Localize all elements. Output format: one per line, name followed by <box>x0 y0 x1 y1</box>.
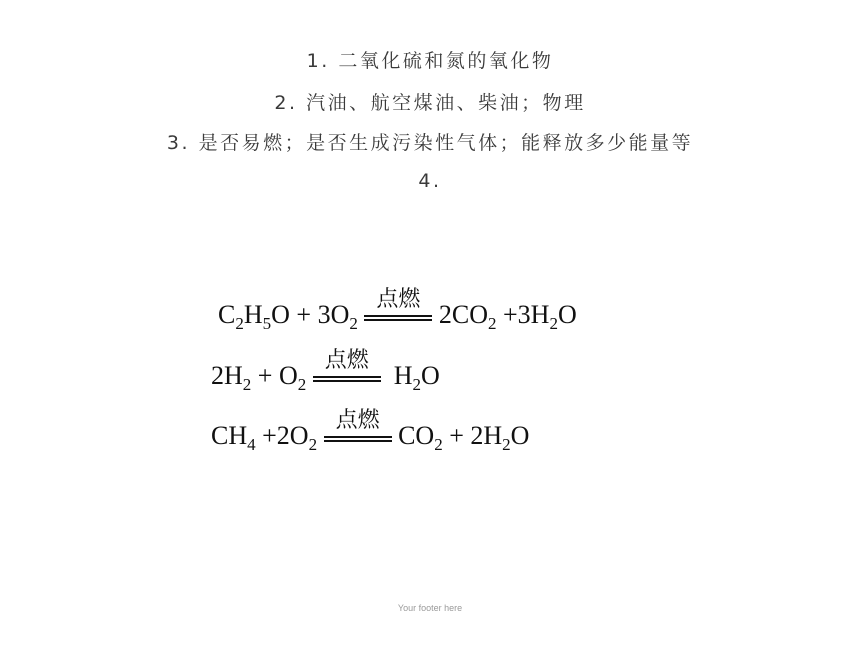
eq3-water-sub: 2 <box>502 435 511 454</box>
eq2-reaction-arrow <box>313 348 381 384</box>
eq1-oxygen: + 3O <box>289 300 350 329</box>
eq2-oxygen-sub: 2 <box>297 375 307 394</box>
eq1-co2-sub: 2 <box>487 314 497 333</box>
eq2-double-line <box>313 376 381 382</box>
eq3-water: + 2H <box>442 421 503 450</box>
eq1-o: O <box>271 300 290 329</box>
eq1-co2: 2CO <box>438 300 488 329</box>
eq3-methane: CH <box>211 421 248 450</box>
eq3-co2-sub: 2 <box>434 435 443 454</box>
eq1-water-sub: 2 <box>549 314 558 333</box>
equation-methane-combustion <box>211 408 530 454</box>
eq3-oxygen: +2O <box>255 421 309 450</box>
eq1-c-sub: 2 <box>235 314 244 333</box>
answer-3: 3. 是否易燃；是否生成污染性气体；能释放多少能量等 <box>166 132 694 154</box>
eq3-methane-sub: 4 <box>247 435 256 454</box>
eq2-water-o: O <box>421 361 440 390</box>
eq1-reaction-arrow <box>364 287 432 323</box>
eq3-water-o: O <box>510 421 530 450</box>
equation-hydrogen-combustion <box>211 348 440 394</box>
eq2-hydrogen: 2H <box>211 361 243 390</box>
eq1-double-line <box>364 315 432 321</box>
answer-4: 4. <box>418 170 442 192</box>
eq1-oxygen-sub: 2 <box>349 314 358 333</box>
eq1-water-o: O <box>557 300 577 329</box>
eq3-double-line <box>324 436 392 442</box>
eq3-condition: 点燃 <box>335 408 380 433</box>
eq1-h-sub: 5 <box>262 314 272 333</box>
eq3-oxygen-sub: 2 <box>308 435 318 454</box>
eq2-water-h: H <box>393 361 413 390</box>
equation-ethanol-combustion <box>218 287 577 333</box>
answer-1: 1. 二氧化硫和氮的氧化物 <box>306 50 554 72</box>
eq2-condition: 点燃 <box>324 348 369 373</box>
eq1-condition: 点燃 <box>376 287 421 312</box>
page-footer: Your footer here <box>397 603 463 613</box>
eq2-water-sub: 2 <box>412 375 422 394</box>
eq1-water: +3H <box>496 300 550 329</box>
eq3-co2: CO <box>398 421 435 450</box>
eq3-reaction-arrow <box>324 408 392 444</box>
answer-2: 2. 汽油、航空煤油、柴油；物理 <box>274 92 586 114</box>
eq1-h: H <box>243 300 263 329</box>
eq1-c: C <box>218 300 236 329</box>
eq2-hydrogen-sub: 2 <box>242 375 252 394</box>
eq2-oxygen: + O <box>251 361 298 390</box>
